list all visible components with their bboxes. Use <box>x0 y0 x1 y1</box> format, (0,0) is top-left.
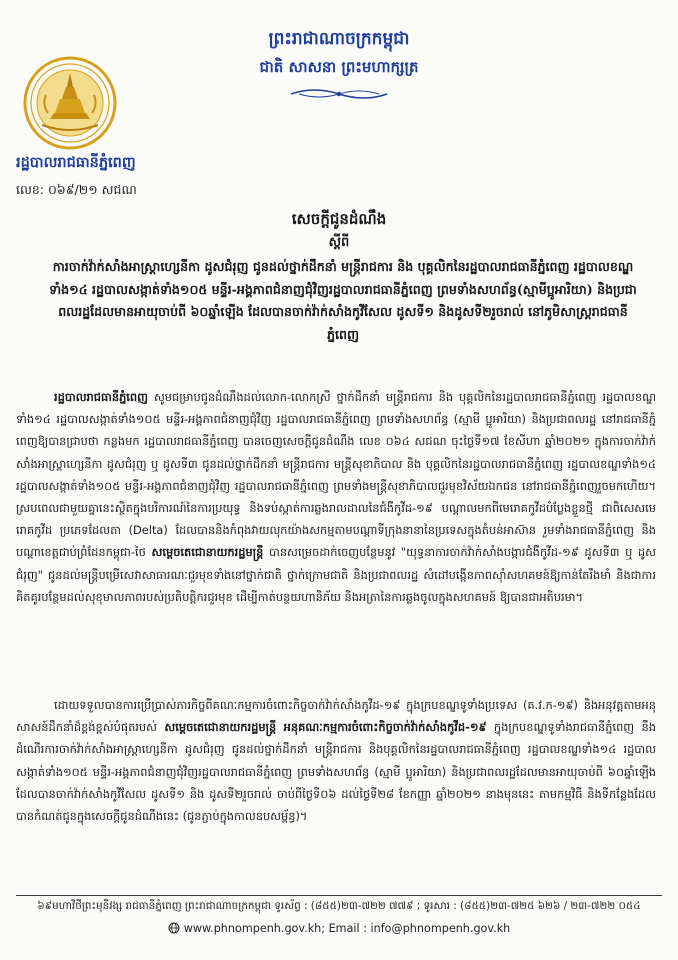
body-paragraph-1 <box>16 386 656 608</box>
paragraph-text: សូមជម្រាបជូនដំណឹងដល់លោក-លោកស្រី ថ្នាក់ដឹកនាំ មន្ត្រីរាជការ និង បុគ្គលិកនៃរដ្ឋបាលរាជធានីភ្នំពេញ រដ្ឋបាលខណ្ឌទាំង១៤ រដ្ឋបាលសង្កាត់ទាំង១០៥ មន្ទីរ-អង្គភាពជំនាញជុំវិញ រដ្ឋបាលរាជធានីភ្នំពេញ ព្រមទាំងសហព័ន្ធ (ស្មាមី ប្អូអារិយា) និងប្រជាពលរដ្ឋ នៅរាជធានីភ្នំពេញឱ្យបានជ្រាបថា កន្លងមក រដ្ឋបាលរាជធានីភ្នំពេញ បានចេញសេចក្តីជូនដំណឹង លេខ ០៦៤ សជណ ចុះថ្ងៃទី១៧ ខែសីហា ឆ្នាំ២០២១ ក្នុងការចាក់វ៉ាក់សាំងអាស្រ្តាហ្សេនីកា ដូសជំរុញ ឬ ដូសទី៣ ជូនដល់ថ្នាក់ដឹកនាំ មន្ត្រីរាជការ មន្ត្រីសុខាភិបាល និង បុគ្គលិកនៃរដ្ឋបាលរាជធានីភ្នំពេញ រដ្ឋបាលខណ្ឌទាំង១៤ រដ្ឋបាលសង្កាត់ទាំង១០៥ មន្ទីរ-អង្គភាពជំនាញជុំវិញ រដ្ឋបាលរាជធានីភ្នំពេញ ព្រមទាំងមន្ត្រីសុខាភិបាលជួរមុខវិស័យឯកជន នៅរាជធានីភ្នំពេញរួចមកហើយ។ ស្របពេលជាមួយគ្នានេះស្ថិតក្នុងបរិការណ៍នៃការប្រយុទ្ធ និងទប់ស្កាត់ការឆ្លងរាលដាលនៃជំងឺកូវីដ-១៩ បណ្តាលមកពីមេរោគកូវីដបំប្លែងខ្លួនថ្មី ជាពិសេសមេរោគកូវីដ ប្រភេទដែលតា (Delta) ដែលបាននិងកំពុងវាយលុកយ៉ាងសកម្មតាមបណ្តាទីក្រុងនានានៃប្រទេសក្នុងតំបន់អាស៊ាន រួមទាំងរាជធានីភ្នំពេញ និងបណ្តាខេត្តជាប់ព្រំដែនកម្ពុជា-ថៃ <box>16 390 656 560</box>
website-link[interactable]: www.phnompenh.gov.kh <box>183 922 322 935</box>
globe-icon <box>168 922 180 934</box>
motto-ornament-icon <box>289 86 389 102</box>
phnom-penh-emblem-icon <box>22 55 118 151</box>
paragraph-lead: រដ្ឋបាលរាជធានីភ្នំពេញ <box>54 390 148 404</box>
footer-divider <box>16 895 662 896</box>
email-link[interactable]: ; Email : info@phnompenh.gov.kh <box>321 922 511 935</box>
paragraph-emphasis: សម្តេចតេជោនាយករដ្ឋមន្ត្រី <box>164 720 277 735</box>
footer-contact <box>0 922 678 935</box>
paragraph-emphasis: អនុគណៈកម្មការចំពោះកិច្ចចាក់វ៉ាក់សាំងកូវីដ-១៩ <box>283 720 487 735</box>
notification-subject: ការចាក់វ៉ាក់សាំងអាស្រ្តាហ្សេនីកា ដូសជំរុញ ជូនដល់ថ្នាក់ដឹកនាំ មន្ត្រីរាជការ និង បុគ្គលិកនៃរដ្ឋបាលរាជធានីភ្នំពេញ រដ្ឋបាលខណ្ឌទាំង១៤ រដ្ឋបាលសង្កាត់ទាំង១០៥ មន្ទីរ-អង្គភាពជំនាញជុំវិញរដ្ឋបាលរាជធានីភ្នំពេញ ព្រមទាំងសហព័ន្ធ(ស្មាមីប្អូអារិយា) និងប្រជាពលរដ្ឋដែលមានអាយុចាប់ពី ៦០ឆ្នាំឡើង ដែលបានចាក់វ៉ាក់សាំងកូវីសែល ដូសទី១ និងដូសទី២រួចរាល់ នៅភូមិសាស្ត្ររាជធានីភ្នំពេញ <box>49 259 637 342</box>
kingdom-heading: ព្រះរាជាណាចក្រកម្ពុជា <box>268 29 410 49</box>
paragraph-text: ក្នុងក្របខណ្ឌទូទាំងរាជធានីភ្នំពេញ នឹងដំណើរការចាក់វ៉ាក់សាំងអាស្រ្តាហ្សេនីកា ដូសជំរុញ ជូនដល់ថ្នាក់ដឹកនាំ មន្ត្រីរាជការ និងបុគ្គលិកនៃរដ្ឋបាលរាជធានីភ្នំពេញ រដ្ឋបាលខណ្ឌទាំង១៤ រដ្ឋបាលសង្កាត់ទាំង១០៥ មន្ទីរ-អង្គភាពជំនាញជុំវិញរដ្ឋបាលរាជធានីភ្នំពេញ ព្រមទាំងសហព័ន្ធ (ស្មាមី ប្អូអារិយា) និងប្រជាពលរដ្ឋដែលមានអាយុចាប់ពី ៦០ឆ្នាំឡើង ដែលបានចាក់វ៉ាក់សាំងកូវីសែល ដូសទី១ និង ដូសទី២រួចរាល់ ចាប់ពីថ្ងៃទី០៦ ដល់ថ្ងៃទី២៨ ខែកញ្ញា ឆ្នាំ២០២១ នាងមុននេះ តាមកម្មវិធី និងទីកន្លែងដែលបានកំណត់ជូនក្នុងសេចក្តីជូនដំណឹងនេះ (ជូនភ្ជាប់ក្នុងកាលឧបសម្ព័ន្ធ)។ <box>16 720 656 824</box>
footer-address: ៦៩មហាវិថីព្រះមុនីវង្ស រាជធានីភ្នំពេញ ព្រះរាជាណាចក្រកម្ពុជា ទូរស័ព្ទ : (៨៥៥)២៣-៧២២ ៧៧៩ ; ទូរសារ : (៨៥៥)២៣-៧២៥ ៦២៦ / ២៣-៧២២ ០៥៤ <box>37 900 641 912</box>
reference-number: លេខ: ០៦៩/២១ សជណ <box>16 182 137 197</box>
body-paragraph-2 <box>16 694 656 827</box>
organization-name: រដ្ឋបាលរាជធានីភ្នំពេញ <box>16 154 136 171</box>
paragraph-text: បានសម្រេចដាក់ចេញបន្ថែមនូវ "យុទ្ធនាការចាក់វ៉ាក់សាំងបង្ការជំងឺកូវីដ-១៩ ដូសទី៣ ឬ ដូសជំរុញ" ជូនដល់មន្ត្រីបម្រើសេវាសាធារណៈជួរមុខទាំងនៅថ្នាក់ជាតិ ថ្នាក់ក្រោមជាតិ និងប្រជាពលរដ្ឋ សំដៅបង្កើនភាពស៊ាំសហគមន៍ឱ្យកាន់តែរឹងមាំ និងជាការគិតគូរបន្ថែមដល់សុខុមាលភាពរបស់ប្រតិបត្តិករជួរមុខ ដើម្បីកាត់បន្ថយហានិភ័យ និងអត្រានៃការឆ្លងចូលក្នុងសហគមន៍ ឱ្យបានជាអតិបរមា។ <box>16 545 657 604</box>
paragraph-emphasis: សម្តេចតេជោនាយករដ្ឋមន្ត្រី <box>151 545 264 560</box>
paragraph-text: ដោយទទួលបានការប្រើប្រាស់ភារកិច្ចពីគណៈកម្មការចំពោះកិច្ចចាក់វ៉ាក់សាំងកូវីដ-១៩ ក្នុងក្របខណ្ឌទូទាំងប្រទេស (គ.វ.ក-១៩) និងអនុវត្តតាមអនុសាសន៍ដឹកនាំដ៏ខ្ពង់ខ្ពស់បំផុតរបស់ <box>16 698 656 735</box>
notification-title: សេចក្តីជូនដំណឹង <box>291 210 387 228</box>
notification-regarding: ស្តីពី <box>328 235 350 250</box>
national-motto: ជាតិ សាសនា ព្រះមហាក្សត្រ <box>259 58 419 76</box>
paragraph-text <box>276 720 283 734</box>
